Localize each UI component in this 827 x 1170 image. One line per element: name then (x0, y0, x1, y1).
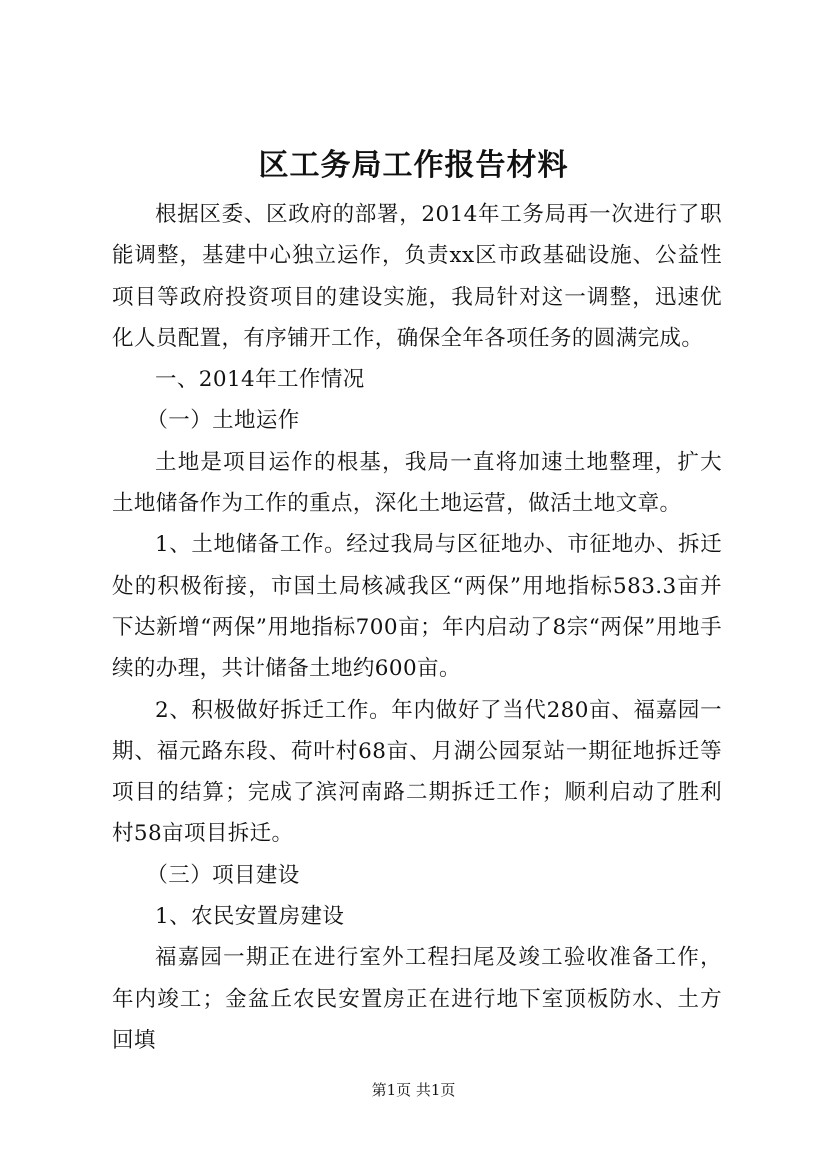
paragraph-land-foundation: 土地是项目运作的根基，我局一直将加速土地整理，扩大土地储备作为工作的重点，深化土地运营，做活土地文章。 (112, 449, 722, 517)
subsection-heading-project-construction: （三）项目建设 (146, 862, 300, 888)
document-body (112, 194, 722, 1061)
item-heading-resettlement-housing: 1、农民安置房建设 (155, 904, 345, 930)
paragraph-intro: 根据区委、区政府的部署，2014年工务局再一次进行了职能调整，基建中心独立运作，负责xx区市政基础设施、公益性项目等政府投资项目的建设实施，我局针对这一调整，迅速优化人员配置，有序铺开工作，确保全年各项任务的圆满完成。 (112, 202, 722, 351)
subsection-heading-land-operation: （一）土地运作 (146, 408, 300, 434)
paragraph-land-reserve: 1、土地储备工作。经过我局与区征地办、市征地办、拆迁处的积极衔接，市国土局核减我区“两保”用地指标583.3亩并下达新增“两保”用地指标700亩；年内启动了8宗“两保”用地手续的办理，共计储备土地约600亩。 (112, 532, 722, 682)
section-heading-work-situation: 一、2014年工作情况 (155, 367, 365, 393)
document-title: 区工务局工作报告材料 (258, 148, 569, 183)
page-number-footer: 第1页 共1页 (371, 1081, 456, 1099)
paragraph-resettlement-progress: 福嘉园一期正在进行室外工程扫尾及竣工验收准备工作，年内竣工；金盆丘农民安置房正在进行地下室顶板防水、土方回填 (112, 945, 722, 1053)
paragraph-demolition: 2、积极做好拆迁工作。年内做好了当代280亩、福嘉园一期、福元路东段、荷叶村68亩、月湖公园泵站一期征地拆迁等项目的结算；完成了滨河南路二期拆迁工作；顺利启动了胜利村58亩项目拆迁。 (112, 697, 722, 847)
